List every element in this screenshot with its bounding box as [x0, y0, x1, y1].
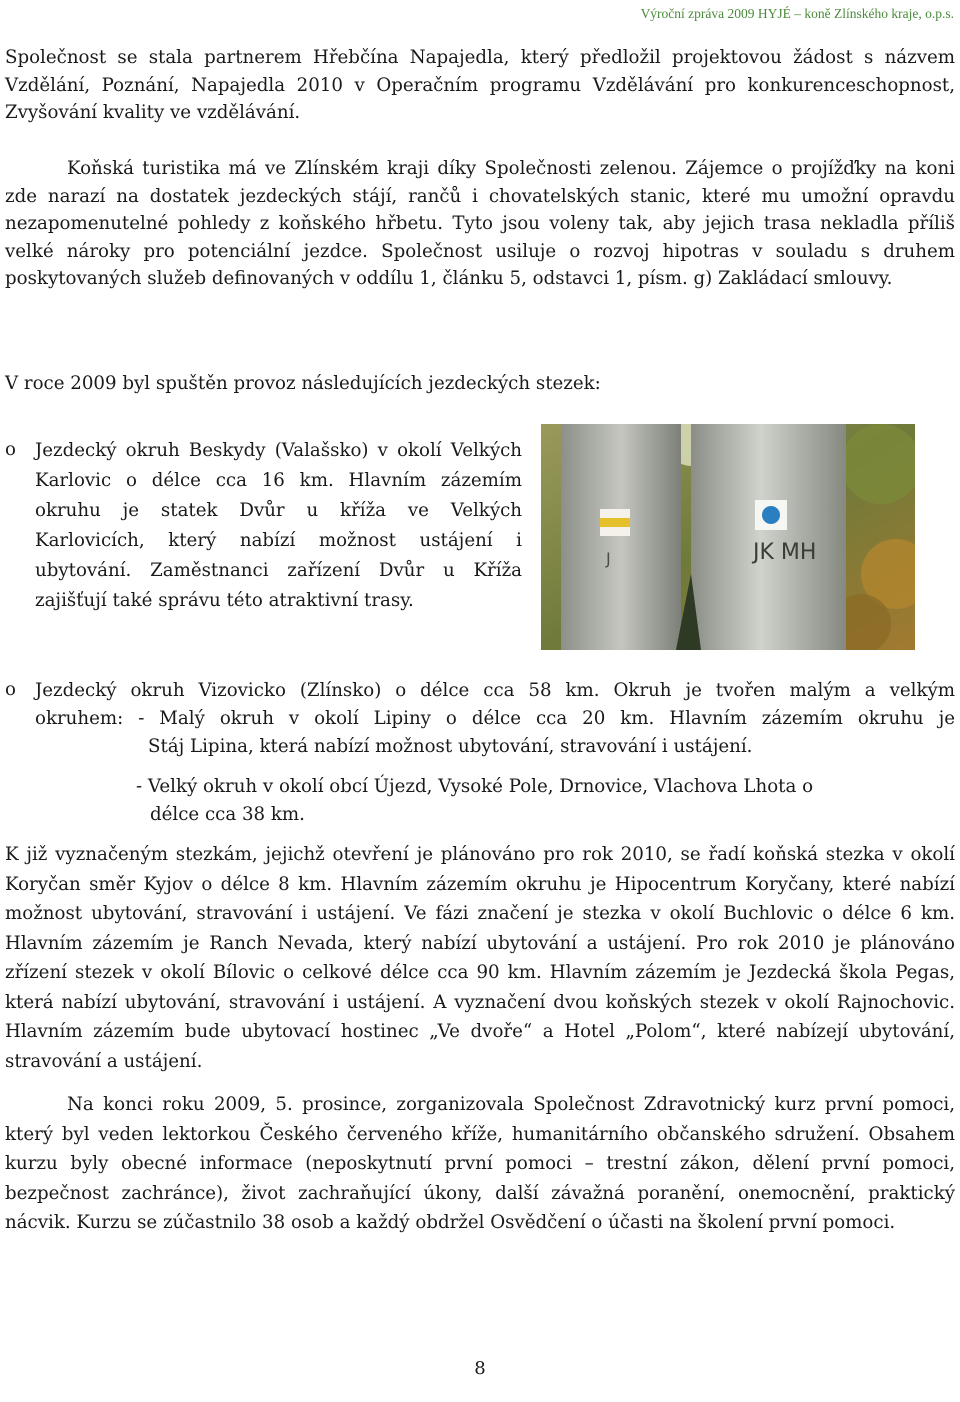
paragraph-planned-trails: K již vyznačeným stezkám, jejichž otevření je plánováno pro rok 2010, se řadí koňská stezka v okolí Koryčan směr Kyjov o délce 8 km. Hlavním zázemím okruhu je Hipocentrum Koryčany, které nabízí možnost ubytování, stravování i ustájení. Ve fázi značení je stezka v okolí Buchlovic o délce 6 km. Hlavním zázemím je Ranch Nevada, který nabízí ubytování a ustájení. Pro rok 2010 je plánováno zřízení stezek v okolí Bílovic o celkové délce cca 90 km. Hlavním zázemím je Jezdecká škola Pegas, která nabízí ubytování, stravování i ustájení. A vyznačení dvou koňských stezek v okolí Rajnochovic. Hlavním zázemím bude ubytovací hostinec „Ve dvoře“ a Hotel „Polom“, které nabízejí ubytování, stravování a ustájení. [5, 844, 955, 1072]
bullet-vizovicko-line2: okruhem: - Malý okruh v okolí Lipiny o délce cca 20 km. Hlavním zázemím okruhu je [35, 708, 955, 729]
bark-carving-right: JK MH [753, 540, 817, 565]
bullet-vizovicko-line4: - Velký okruh v okolí obcí Újezd, Vysoké Pole, Drnovice, Vlachova Lhota o [136, 776, 814, 797]
report-header: Výroční zpráva 2009 HYJÉ – koně Zlínského kraje, o.p.s. [640, 6, 954, 21]
paragraph-first-aid-course: Na konci roku 2009, 5. prosince, zorganizovala Společnost Zdravotnický kurz první pomoci, který byl veden lektorkou Českého červeného kříže, humanitárního občanského sdružení. Obsahem kurzu byly obecné informace (neposkytnutí první pomoci – trestní zákon, dělení první pomoci, bezpečnost zachránce), život zachraňující úkony, další závažná poranění, onemocnění, praktický nácvik. Kurzu se zúčastnilo 38 osob a každý obdržel Osvědčení o účasti na školení první pomoci. [5, 1094, 955, 1233]
paragraph-trails-intro: V roce 2009 byl spuštěn provoz následujících jezdeckých stezek: [5, 373, 601, 394]
bullet-marker: o [5, 439, 16, 460]
page-number: 8 [474, 1358, 486, 1379]
photo-illustration [541, 424, 915, 650]
bark-carving-left: J [606, 549, 611, 568]
bullet-vizovicko-line5: délce cca 38 km. [150, 804, 305, 825]
paragraph-partnership: Společnost se stala partnerem Hřebčína Napajedla, který předložil projektovou žádost s názvem Vzdělání, Poznání, Napajedla 2010 v Operačním programu Vzdělávání pro konkurenceschopnost, Zvyšování kvality ve vzdělávání. [5, 47, 955, 123]
bullet-marker: o [5, 679, 16, 700]
tree-trail-markers-photo [541, 424, 915, 650]
bullet-beskydy-trail: Jezdecký okruh Beskydy (Valašsko) v okolí Velkých Karlovic o délce cca 16 km. Hlavním zázemím okruhu je statek Dvůr u kříža ve Velkých Karlovicích, který nabízí možnost ustájení i ubytování. Zaměstnanci zařízení Dvůr u Kříža zajišťují také správu této atraktivní trasy. [35, 440, 522, 611]
paragraph-horse-tourism: Koňská turistika má ve Zlínském kraji díky Společnosti zelenou. Zájemce o projížďky na koni zde narazí na dostatek jezdeckých stájí, rančů i chovatelských stanic, které mu umožní opravdu nezapomenutelné pohledy z koňského hřbetu. Tyto jsou voleny tak, aby jejich trasa nekladla příliš velké nároky pro potenciální jezdce. Společnost usiluje o rozvoj hipotras v souladu s druhem poskytovaných služeb definovaných v oddílu 1, článku 5, odstavci 1, písm. g) Zakládací smlouvy. [5, 158, 955, 289]
bullet-vizovicko-line1: Jezdecký okruh Vizovicko (Zlínsko) o délce cca 58 km. Okruh je tvořen malým a velkým [35, 680, 955, 701]
bullet-vizovicko-line3: Stáj Lipina, která nabízí možnost ubytování, stravování i ustájení. [148, 736, 753, 757]
